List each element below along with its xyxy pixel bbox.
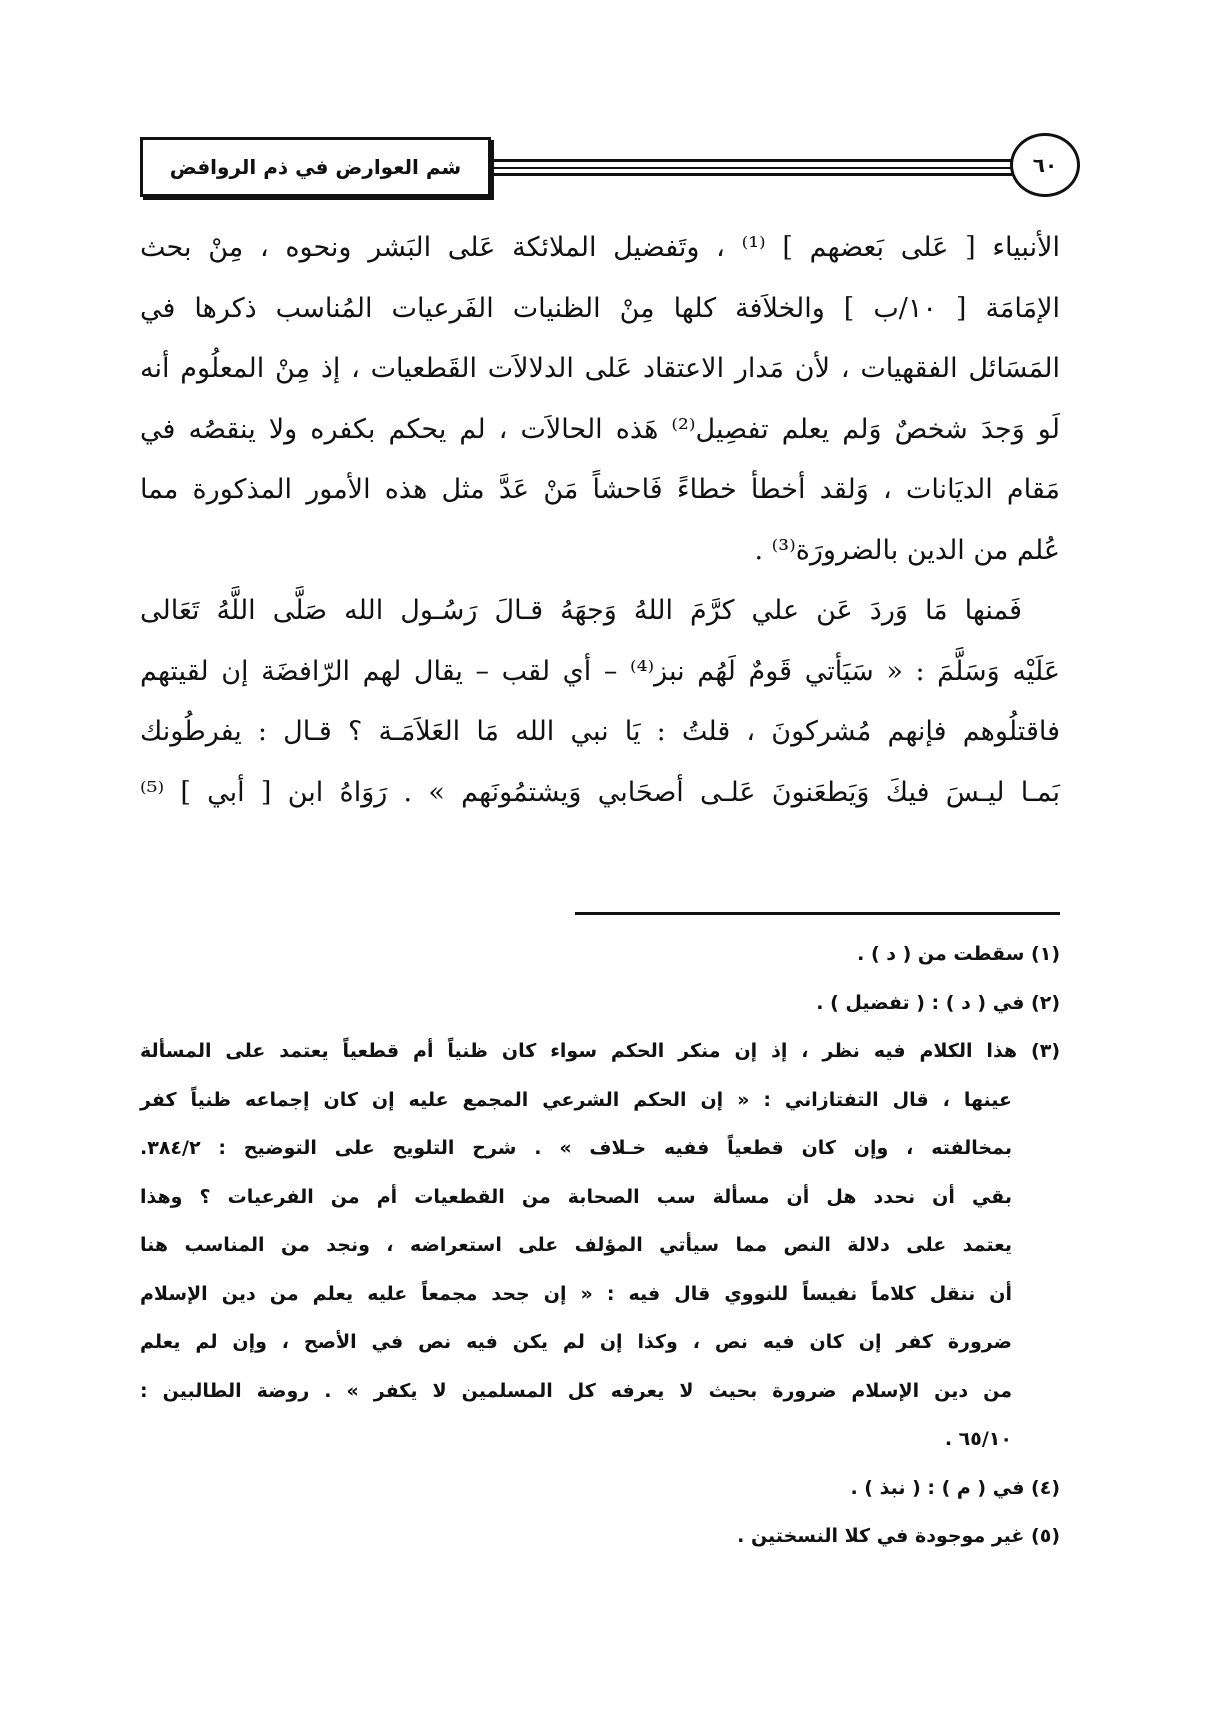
header-rule <box>490 159 1012 162</box>
running-title: شم العوارض في ذم الروافض <box>140 137 491 197</box>
text-line: عَلَيْه وَسَلَّمَ : « سَيَأتي قَومٌ لَهُم نبز⁽⁴⁾ – أي لقب – يقال لهم الرّافضَة إن لقيتهم <box>140 655 1060 687</box>
main-text <box>140 218 1060 823</box>
text-line: فاقتلُوهم فإنهم مُشركونَ ، قلتُ : يَا نبي الله مَا العَلاَمَـة ؟ قـال : يفرطُونك <box>140 716 1060 747</box>
footnote-line: (٣) هذا الكلام فيه نظر ، إذ إن منكر الحكم سواء كان ظنياً أم قطعياً يعتمد على المسألة <box>140 1040 1060 1062</box>
text-line: مَقام الديَانات ، وَلقد أخطأ خطاءً فَاحشاً مَنْ عَدَّ مثل هذه الأمور المذكورة مما <box>140 474 1060 505</box>
footnote-line: (٢) في ( د ) : ( تفضيل ) . <box>816 991 1060 1014</box>
footnote-line: (٤) في ( م ) : ( نبذ ) . <box>850 1476 1060 1499</box>
text-line: بَمـا ليـسَ فيكَ وَيَطعَنونَ عَلـى أصحَابي وَيشتمُونَهم » . رَوَاهُ ابن [ أبي ] ⁽⁵⁾ <box>140 776 1060 808</box>
text-line: الأنبياء [ عَلى بَعضهم ] ⁽¹⁾ ، وتَفضيل الملائكة عَلى البَشر ونحوه ، مِنْ بحث <box>140 232 1060 263</box>
footnote-line: بمخالفته ، وإن كان قطعياً ففيه خـلاف » . شرح التلويح على التوضيح : ٣٨٤/٢. <box>140 1137 1012 1159</box>
footnote-line: عينها ، قال التفتازاني : « إن الحكم الشرعي المجمع عليه إن كان إجماعه ظنياً كفر <box>140 1088 1012 1111</box>
footnote-line: (١) سقطت من ( د ) . <box>857 943 1060 965</box>
header-rule <box>490 167 1012 169</box>
footnote-line: بقي أن نحدد هل أن مسألة سب الصحابة من القطعيات أم من الفرعيات ؟ وهذا <box>140 1185 1012 1208</box>
footnote-line: أن ننقل كلاماً نفيساً للنووي قال فيه : « إن جحد مجمعاً عليه يعلم من دين الإسلام <box>140 1282 1012 1305</box>
text-line: المَسَائل الفقهيات ، لأن مَدار الاعتقاد عَلى الدلالاَت القَطعيات ، إذ مِنْ المعلُوم أنه <box>140 353 1060 384</box>
footnote-separator <box>575 912 1060 915</box>
footnote-line: ٦٥/١٠ . <box>944 1428 1012 1450</box>
text-line: فَمنها مَا وَردَ عَن علي كرَّمَ اللهُ وَجهَهُ قـالَ رَسُـول الله صَلَّى اللَّهُ تَعَالى <box>140 595 1022 626</box>
footnote-line: (٥) غير موجودة في كلا النسختين . <box>737 1525 1060 1547</box>
text-line: الإمَامَة [ ١٠/ب ] والخلاَفة كلها مِنْ الظنيات الفَرعيات المُناسب ذكرها في <box>140 292 1060 324</box>
page-number: ٦٠ <box>1010 133 1080 197</box>
header-rule <box>490 173 1012 176</box>
footnote-line: من دين الإسلام ضرورة بحيث لا يعرفه كل المسلمين لا يكفر » . روضة الطالبين : <box>140 1379 1012 1402</box>
page-header <box>140 125 1080 205</box>
footnote-line: ضرورة كفر إن كان فيه نص ، وكذا إن لم يكن فيه نص في الأصح ، وإن لم يعلم <box>140 1331 1012 1353</box>
footnotes <box>140 930 1060 1561</box>
text-line: لَو وَجدَ شخصٌ وَلم يعلم تفصِيل⁽²⁾ هَذه الحالاَت ، لم يحكم بكفره ولا ينقصُه في <box>140 413 1060 445</box>
footnote-line: يعتمد على دلالة النص مما سيأتي المؤلف على استعراضه ، ونجد من المناسب هنا <box>140 1234 1012 1256</box>
text-line: عُلم من الدين بالضرورَة⁽³⁾ . <box>754 534 1060 566</box>
